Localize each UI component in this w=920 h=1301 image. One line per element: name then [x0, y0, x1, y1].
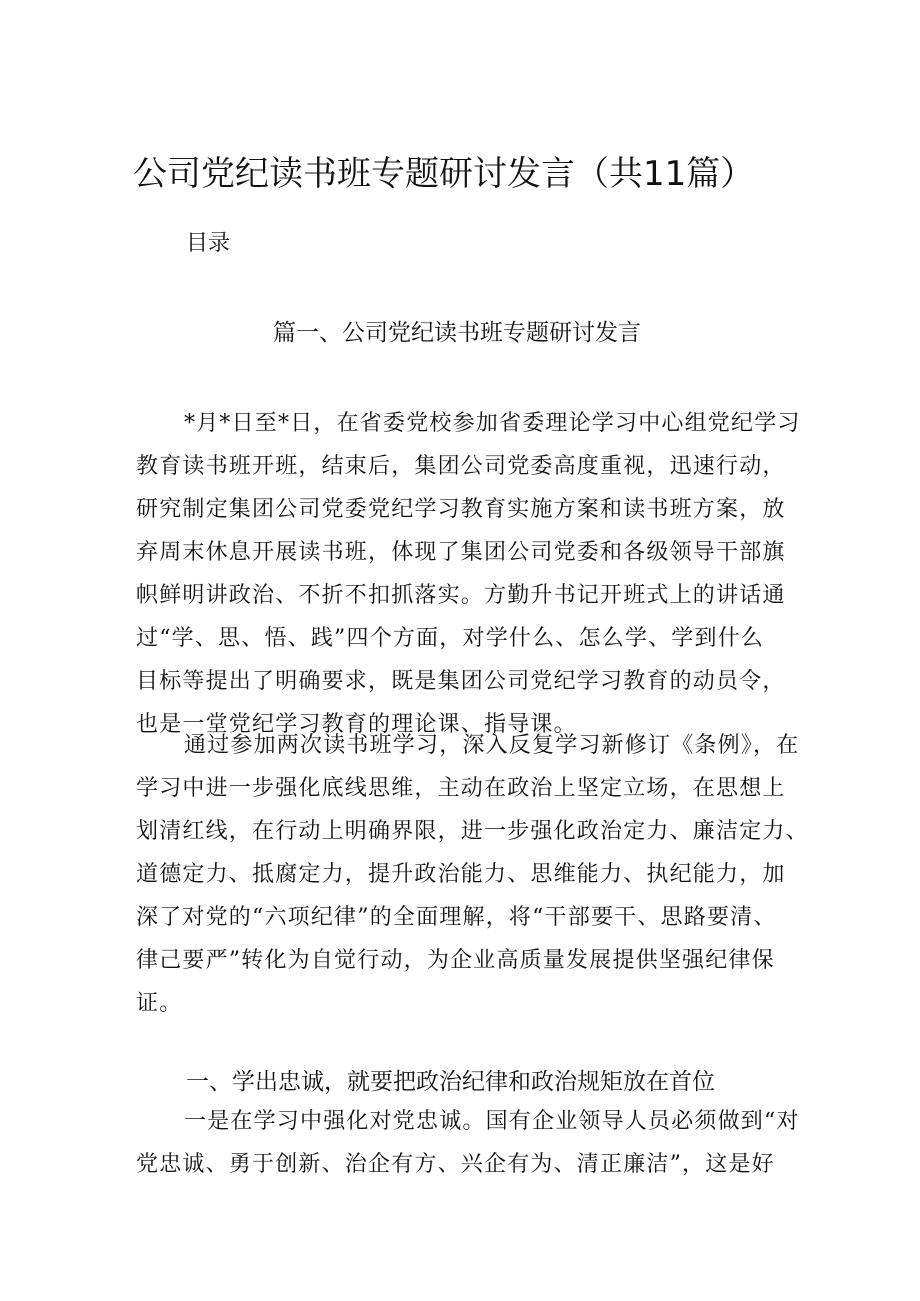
subsection-heading: 一、学出忠诚，就要把政治纪律和政治规矩放在首位	[186, 1069, 715, 1095]
paragraph-line: *月*日至*日，在省委党校参加省委理论学习中心组党纪学习	[184, 411, 801, 436]
paragraph-line: 一是在学习中强化对党忠诚。国有企业领导人员必须做到“对	[184, 1109, 800, 1134]
paragraph-line: 也是一堂党纪学习教育的理论课、指导课。	[136, 712, 577, 737]
paragraph-line: 教育读书班开班，结束后，集团公司党委高度重视，迅速行动，	[136, 454, 786, 479]
paragraph-line: 帜鲜明讲政治、不折不扣抓落实。方勤升书记开班式上的讲话通	[136, 583, 786, 608]
paragraph-line: 学习中进一步强化底线思维，主动在政治上坚定立场，在思想上	[136, 776, 786, 801]
document-title: 公司党纪读书班专题研讨发言（共11篇）	[133, 154, 755, 194]
paragraph-line: 弃周末休息开展读书班，体现了集团公司党委和各级领导干部旗	[136, 540, 786, 565]
paragraph-line: 证。	[136, 991, 183, 1016]
paragraph-line: 过“学、思、悟、践”四个方面，对学什么、怎么学、学到什么	[136, 626, 765, 651]
paragraph-line: 律己要严”转化为自觉行动，为企业高质量发展提供坚强纪律保	[136, 948, 775, 973]
paragraph-line: 道德定力、抵腐定力，提升政治能力、思维能力、执纪能力，加	[136, 862, 786, 887]
paragraph-3	[136, 1100, 800, 1186]
paragraph-line: 通过参加两次读书班学习，深入反复学习新修订《条例》，在	[184, 733, 800, 758]
paragraph-line: 深了对党的“六项纪律”的全面理解，将“干部要干、思路要清、	[136, 905, 777, 930]
paragraph-line: 目标等提出了明确要求，既是集团公司党纪学习教育的动员令，	[136, 669, 786, 694]
table-of-contents-label: 目录	[186, 231, 231, 256]
paragraph-2	[136, 724, 809, 1025]
paragraph-line: 划清红线，在行动上明确界限，进一步强化政治定力、廉洁定力、	[136, 819, 809, 844]
paragraph-line: 研究制定集团公司党委党纪学习教育实施方案和读书班方案，放	[136, 497, 786, 522]
paragraph-line: 党忠诚、勇于创新、治企有方、兴企有为、清正廉洁”，这是好	[136, 1152, 775, 1177]
section-heading: 篇一、公司党纪读书班专题研讨发言	[273, 320, 641, 346]
paragraph-1	[136, 402, 801, 746]
